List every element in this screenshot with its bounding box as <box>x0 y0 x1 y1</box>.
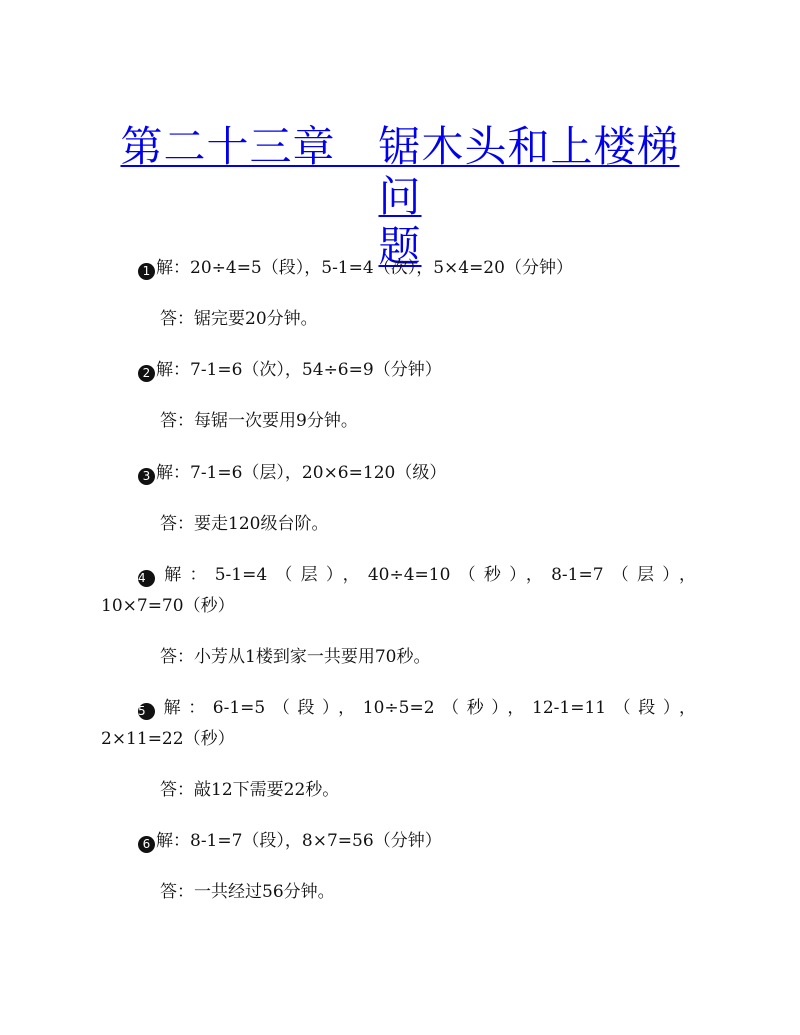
solution-6 <box>138 829 442 853</box>
solution-3-text: 解：7-1=6（层），20×6=120（级） <box>156 463 447 483</box>
number-3-icon: 3 <box>138 468 155 485</box>
solution-5 <box>138 696 696 720</box>
chapter-title-line-1[interactable]: 第二十三章 锯木头和上楼梯问 <box>120 122 680 221</box>
answer-3: 答：要走120级台阶。 <box>160 514 329 534</box>
solution-2-text: 解：7-1=6（次），54÷6=9（分钟） <box>156 360 442 380</box>
number-2-icon: 2 <box>138 365 155 382</box>
solution-4-text: 解：5-1=4（层），40÷4=10（秒），8-1=7（层）， <box>156 565 696 585</box>
solution-4-continued: 10×7=70（秒） <box>101 596 235 616</box>
solution-5-text: 解：6-1=5（段），10÷5=2（秒），12-1=11（段）， <box>156 698 696 718</box>
answer-4: 答：小芳从1楼到家一共要用70秒。 <box>160 647 431 667</box>
chapter-title-line-2[interactable]: 题 <box>378 222 422 271</box>
solution-1-text: 解：20÷4=5（段），5-1=4（次），5×4=20（分钟） <box>156 258 573 278</box>
solution-4 <box>138 563 696 587</box>
answer-1: 答：锯完要20分钟。 <box>160 309 318 329</box>
number-1-icon: 1 <box>138 263 155 280</box>
answer-6: 答：一共经过56分钟。 <box>160 882 335 902</box>
solution-5-continued: 2×11=22（秒） <box>101 729 235 749</box>
solution-6-text: 解：8-1=7（段），8×7=56（分钟） <box>156 831 442 851</box>
chapter-title[interactable] <box>100 122 700 272</box>
solution-3 <box>138 461 446 485</box>
solution-1 <box>138 256 573 280</box>
number-6-icon: 6 <box>138 836 155 853</box>
solution-2 <box>138 358 442 382</box>
number-4-icon: 4 <box>138 570 155 587</box>
answer-5: 答：敲12下需要22秒。 <box>160 780 340 800</box>
number-5-icon: 5 <box>138 703 155 720</box>
answer-2: 答：每锯一次要用9分钟。 <box>160 411 358 431</box>
